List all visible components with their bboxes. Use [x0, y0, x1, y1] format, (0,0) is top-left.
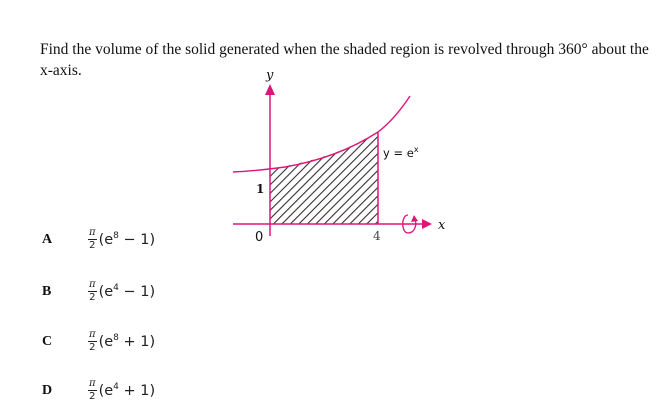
pi-over-two-fraction — [88, 379, 97, 402]
option-expression — [99, 383, 156, 399]
option-letter-a: A — [42, 232, 53, 247]
expression-exponent: 4 — [113, 381, 119, 392]
fraction-denominator: 2 — [89, 342, 96, 353]
pi-over-two-fraction — [88, 330, 97, 353]
expression-exponent: 4 — [113, 282, 119, 293]
option-expression — [99, 232, 156, 248]
expression-start: (e — [98, 333, 114, 350]
x-axis-arrow — [422, 219, 432, 229]
fraction-numerator: π — [89, 329, 96, 340]
expression-start: (e — [98, 382, 114, 399]
option-d[interactable] — [88, 379, 155, 402]
pi-over-two-fraction — [88, 280, 97, 303]
option-letter-d: D — [42, 383, 53, 398]
curve-label — [383, 145, 419, 160]
expression-end: − 1) — [118, 231, 156, 248]
question-text: Find the volume of the solid generated when the shaded region is revolved through 360° about the x-axis. — [40, 41, 649, 79]
fraction-denominator: 2 — [89, 292, 96, 303]
option-a[interactable] — [88, 228, 155, 251]
curve-label-exponent: x — [413, 145, 419, 154]
expression-exponent: 8 — [113, 332, 119, 343]
expression-exponent: 8 — [113, 230, 119, 241]
option-letter-c: C — [42, 334, 53, 349]
y-axis-label: y — [266, 68, 274, 83]
origin-label: 0 — [255, 230, 264, 245]
option-expression — [99, 334, 156, 350]
graph-figure — [225, 68, 465, 254]
fraction-numerator: π — [89, 279, 96, 290]
option-expression — [99, 284, 156, 300]
expression-start: (e — [98, 231, 114, 248]
option-b[interactable] — [88, 280, 155, 303]
x-axis-label: x — [438, 218, 446, 233]
x-tick-label: 4 — [373, 229, 381, 243]
option-c[interactable] — [88, 330, 155, 353]
rotation-arrowhead-icon — [411, 215, 418, 222]
fraction-numerator: π — [89, 227, 96, 238]
expression-end: + 1) — [118, 333, 156, 350]
expression-end: − 1) — [118, 283, 156, 300]
pi-over-two-fraction — [88, 228, 97, 251]
fraction-numerator: π — [89, 378, 96, 389]
option-letter-b: B — [42, 284, 52, 299]
y-intercept-label: 1 — [256, 182, 265, 196]
fraction-denominator: 2 — [89, 240, 96, 251]
fraction-denominator: 2 — [89, 391, 96, 402]
y-axis-arrow — [265, 84, 275, 95]
expression-end: + 1) — [118, 382, 156, 399]
curve-label-base: y = e — [383, 146, 414, 160]
expression-start: (e — [98, 283, 114, 300]
shaded-region — [270, 132, 378, 224]
